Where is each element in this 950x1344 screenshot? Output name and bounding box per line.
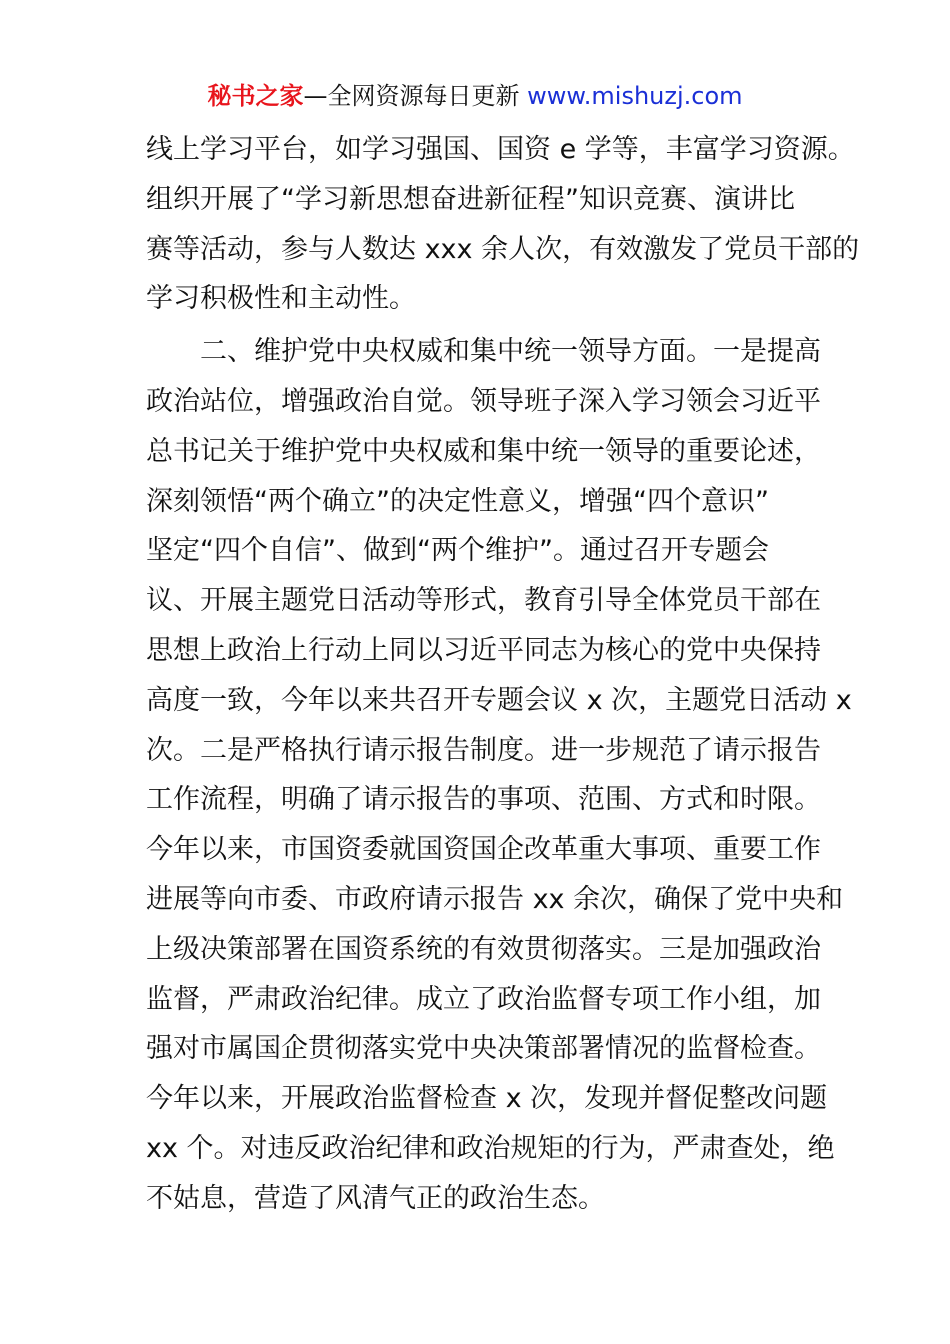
text-line: 不姑息，营造了风清气正的政治生态。 — [146, 1182, 605, 1214]
text-line: 赛等活动，参与人数达 xxx 余人次，有效激发了党员干部的 — [146, 233, 860, 265]
text-line: 高度一致，今年以来共召开专题会议 x 次，主题党日活动 x — [146, 684, 852, 716]
text-line: 上级决策部署在国资系统的有效贯彻落实。三是加强政治 — [146, 933, 821, 965]
text-line: xx 个。对违反政治纪律和政治规矩的行为，严肃查处，绝 — [146, 1132, 835, 1164]
text-line: 二、维护党中央权威和集中统一领导方面。一是提高 — [146, 336, 821, 368]
text-line: 议、开展主题党日活动等形式，教育引导全体党员干部在 — [146, 585, 821, 617]
text-line: 今年以来，开展政治监督检查 x 次，发现并督促整改问题 — [146, 1083, 828, 1115]
text-line: 总书记关于维护党中央权威和集中统一领导的重要论述， — [146, 435, 821, 467]
text-line: 坚定“四个自信”、做到“两个维护”。通过召开专题会 — [146, 535, 769, 567]
text-line: 思想上政治上行动上同以习近平同志为核心的党中央保持 — [146, 634, 821, 666]
site-url-link[interactable]: www.mishuzj.com — [527, 82, 743, 110]
paragraph-2 — [146, 327, 852, 1223]
text-line: 次。二是严格执行请示报告制度。进一步规范了请示报告 — [146, 734, 821, 766]
document-body — [146, 125, 860, 1224]
site-tagline: —全网资源每日更新 — [303, 82, 520, 110]
text-line: 监督，严肃政治纪律。成立了政治监督专项工作小组，加 — [146, 983, 821, 1015]
site-header — [0, 80, 950, 112]
text-line: 组织开展了“学习新思想奋进新征程”知识竞赛、演讲比 — [146, 183, 795, 215]
text-line: 深刻领悟“两个确立”的决定性意义，增强“四个意识” — [146, 485, 769, 517]
text-line: 学习积极性和主动性。 — [146, 283, 416, 315]
text-line: 今年以来，市国资委就国资国企改革重大事项、重要工作 — [146, 834, 821, 866]
text-line: 进展等向市委、市政府请示报告 xx 余次，确保了党中央和 — [146, 883, 844, 915]
text-line: 强对市属国企贯彻落实党中央决策部署情况的监督检查。 — [146, 1033, 821, 1065]
text-line: 线上学习平台，如学习强国、国资 e 学等，丰富学习资源。 — [146, 134, 855, 165]
text-line: 工作流程，明确了请示报告的事项、范围、方式和时限。 — [146, 784, 821, 816]
text-line: 政治站位，增强政治自觉。领导班子深入学习领会习近平 — [146, 385, 821, 417]
paragraph-1 — [146, 125, 860, 324]
site-brand: 秘书之家 — [207, 82, 304, 110]
